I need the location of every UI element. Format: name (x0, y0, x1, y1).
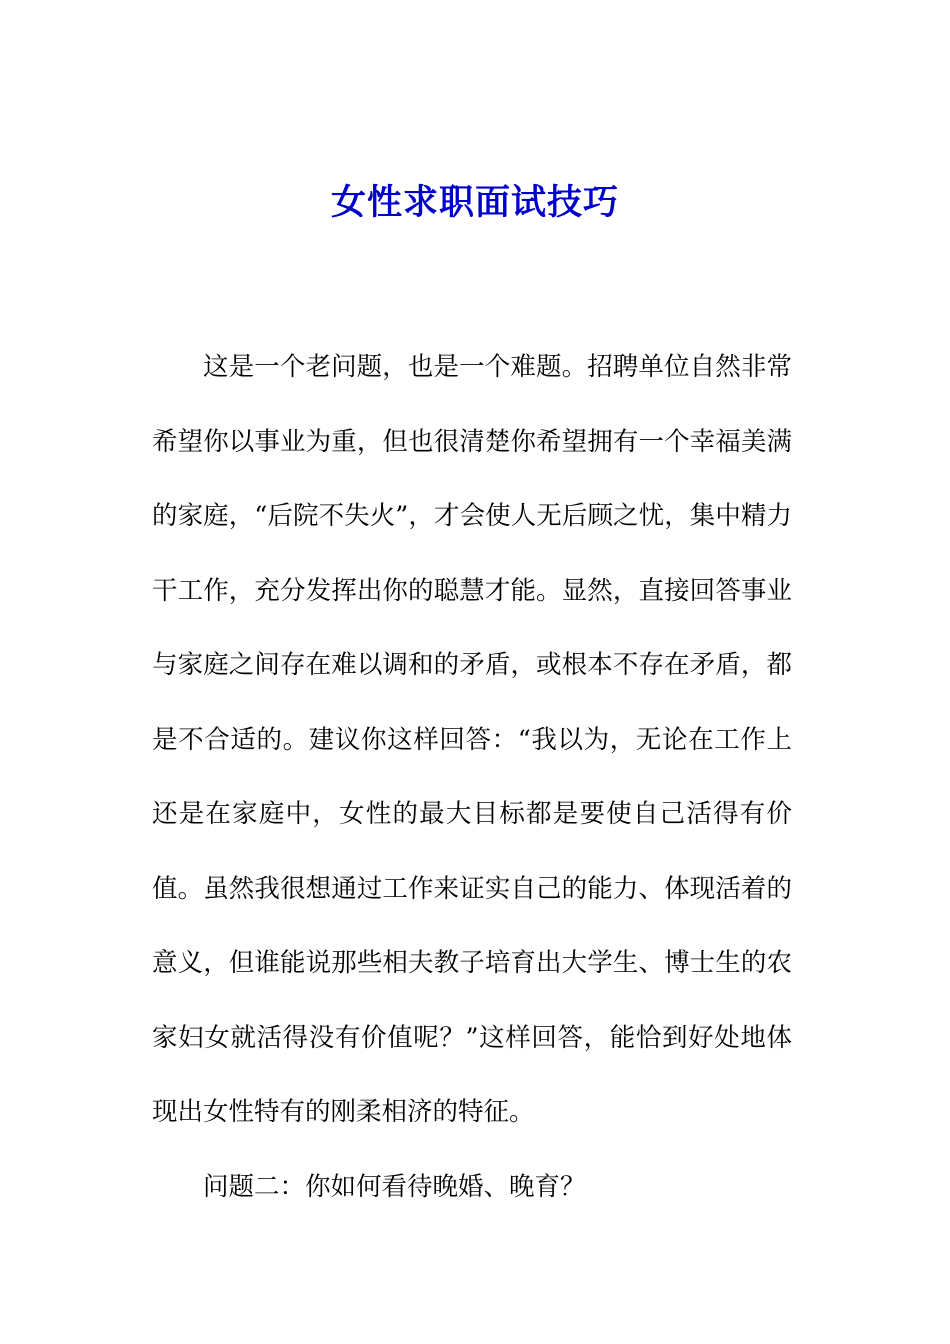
body-paragraph: 这是一个老问题，也是一个难题。招聘单位自然非常希望你以事业为重，但也很清楚你希望拥有一个幸福美满的家庭，“后院不失火”，才会使人无后顾之忧，集中精力干工作，充分发挥出你的聪慧才能。显然，直接回答事业与家庭之间存在难以调和的矛盾，或根本不存在矛盾，都是不合适的。建议你这样回答：“我以为，无论在工作上还是在家庭中，女性的最大目标都是要使自己活得有价值。虽然我很想通过工作来证实自己的能力、体现活着的意义，但谁能说那些相夫教子培育出大学生、博士生的农家妇女就活得没有价值呢？”这样回答，能恰到好处地体现出女性特有的刚柔相济的特征。 (152, 352, 792, 1127)
question-heading: 问题二：你如何看待晚婚、晚育？ (203, 1171, 586, 1202)
document-title: 女性求职面试技巧 (330, 182, 619, 223)
document-body (152, 330, 792, 1224)
